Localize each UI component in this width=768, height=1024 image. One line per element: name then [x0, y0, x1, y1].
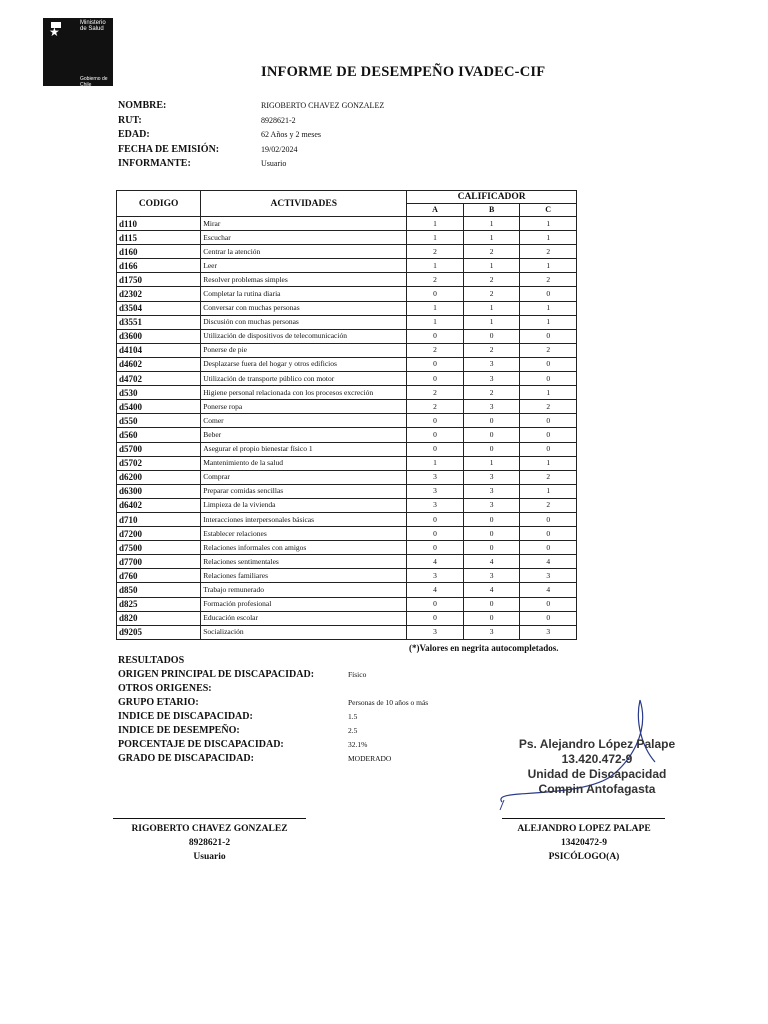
row-c: 1 [520, 315, 577, 329]
ministry-logo [43, 18, 113, 86]
row-a: 1 [407, 231, 464, 245]
activity-header: ACTIVIDADES [201, 191, 407, 217]
row-code: d166 [117, 259, 201, 273]
user-signature-line [113, 818, 306, 819]
row-b: 3 [463, 498, 520, 512]
row-b: 0 [463, 414, 520, 428]
table-row [117, 287, 577, 301]
row-code: d2302 [117, 287, 201, 301]
row-c: 0 [520, 372, 577, 386]
disability-grade-label: GRADO DE DISCAPACIDAD: [118, 753, 254, 764]
row-code: d760 [117, 569, 201, 583]
row-c: 0 [520, 512, 577, 526]
row-activity: Socialización [201, 625, 407, 639]
row-c: 3 [520, 569, 577, 583]
row-a: 0 [407, 428, 464, 442]
stamp-unit: Unidad de Discapacidad [527, 767, 667, 781]
row-activity: Mantenimiento de la salud [201, 456, 407, 470]
table-row [117, 569, 577, 583]
row-activity: Limpieza de la vivienda [201, 498, 407, 512]
row-c: 2 [520, 498, 577, 512]
row-code: d110 [117, 217, 201, 231]
row-c: 0 [520, 414, 577, 428]
row-b: 2 [463, 273, 520, 287]
row-code: d850 [117, 583, 201, 597]
row-a: 0 [407, 442, 464, 456]
row-c: 1 [520, 217, 577, 231]
row-code: d7700 [117, 555, 201, 569]
row-a: 2 [407, 273, 464, 287]
row-c: 0 [520, 329, 577, 343]
results-section [118, 655, 478, 767]
row-a: 0 [407, 597, 464, 611]
row-a: 0 [407, 357, 464, 371]
row-a: 0 [407, 611, 464, 625]
row-b: 2 [463, 245, 520, 259]
row-a: 0 [407, 512, 464, 526]
row-activity: Preparar comidas sencillas [201, 484, 407, 498]
row-code: d3600 [117, 329, 201, 343]
psychologist-rut: 13420472-9 [561, 838, 607, 848]
table-row [117, 245, 577, 259]
table-row [117, 625, 577, 639]
psychologist-signature-line [502, 818, 665, 819]
row-b: 0 [463, 527, 520, 541]
row-b: 0 [463, 512, 520, 526]
row-b: 2 [463, 287, 520, 301]
age-value: 62 Años y 2 meses [261, 130, 321, 139]
row-b: 4 [463, 583, 520, 597]
row-a: 0 [407, 372, 464, 386]
row-code: d115 [117, 231, 201, 245]
table-row [117, 329, 577, 343]
row-code: d7200 [117, 527, 201, 541]
rater-header: CALIFICADOR [407, 191, 577, 204]
row-a: 2 [407, 400, 464, 414]
row-a: 1 [407, 315, 464, 329]
row-activity: Conversar con muchas personas [201, 301, 407, 315]
row-c: 2 [520, 470, 577, 484]
row-activity: Utilización de dispositivos de telecomunicación [201, 329, 407, 343]
row-c: 0 [520, 287, 577, 301]
row-c: 0 [520, 597, 577, 611]
table-row [117, 442, 577, 456]
row-b: 4 [463, 555, 520, 569]
row-c: 0 [520, 428, 577, 442]
table-row [117, 259, 577, 273]
row-b: 1 [463, 217, 520, 231]
name-value: RIGOBERTO CHAVEZ GONZALEZ [261, 101, 385, 110]
results-heading: RESULTADOS [118, 655, 185, 666]
row-a: 0 [407, 541, 464, 555]
row-activity: Higiene personal relacionada con los procesos excreción [201, 386, 407, 400]
row-activity: Asegurar el propio bienestar físico 1 [201, 442, 407, 456]
row-b: 3 [463, 470, 520, 484]
row-code: d3551 [117, 315, 201, 329]
disability-index-label: INDICE DE DISCAPACIDAD: [118, 711, 253, 722]
row-activity: Leer [201, 259, 407, 273]
row-activity: Ponerse de pie [201, 343, 407, 357]
row-a: 0 [407, 414, 464, 428]
row-code: d530 [117, 386, 201, 400]
row-activity: Beber [201, 428, 407, 442]
row-c: 4 [520, 583, 577, 597]
row-c: 0 [520, 541, 577, 555]
row-b: 1 [463, 315, 520, 329]
row-code: d5400 [117, 400, 201, 414]
row-b: 3 [463, 484, 520, 498]
row-code: d6200 [117, 470, 201, 484]
row-a: 3 [407, 625, 464, 639]
logo-government-text: Gobierno de Chile [80, 76, 108, 88]
row-c: 1 [520, 259, 577, 273]
row-activity: Escuchar [201, 231, 407, 245]
row-code: d710 [117, 512, 201, 526]
code-header: CODIGO [117, 191, 201, 217]
user-signature-block [113, 822, 306, 864]
row-b: 1 [463, 456, 520, 470]
row-b: 1 [463, 259, 520, 273]
row-activity: Completar la rutina diaria [201, 287, 407, 301]
row-code: d9205 [117, 625, 201, 639]
row-a: 4 [407, 583, 464, 597]
age-label: EDAD: [118, 129, 150, 140]
table-row [117, 386, 577, 400]
user-name: RIGOBERTO CHAVEZ GONZALEZ [131, 824, 288, 834]
activities-table [116, 190, 577, 640]
origin-label: ORIGEN PRINCIPAL DE DISCAPACIDAD: [118, 669, 315, 680]
row-b: 0 [463, 329, 520, 343]
table-row [117, 498, 577, 512]
row-code: d560 [117, 428, 201, 442]
row-a: 1 [407, 456, 464, 470]
row-code: d820 [117, 611, 201, 625]
row-c: 2 [520, 400, 577, 414]
disability-index-value: 1.5 [348, 712, 358, 721]
logo-ministry-text: Ministerio de Salud [80, 20, 106, 32]
informant-label: INFORMANTE: [118, 158, 191, 169]
row-c: 0 [520, 611, 577, 625]
row-a: 3 [407, 569, 464, 583]
row-code: d5700 [117, 442, 201, 456]
table-row [117, 611, 577, 625]
row-b: 3 [463, 357, 520, 371]
performance-index-label: INDICE DE DESEMPEÑO: [118, 725, 240, 736]
row-b: 3 [463, 400, 520, 414]
row-code: d825 [117, 597, 201, 611]
psychologist-name: ALEJANDRO LOPEZ PALAPE [517, 824, 651, 834]
issue-date-value: 19/02/2024 [261, 144, 298, 154]
row-a: 2 [407, 245, 464, 259]
row-c: 0 [520, 442, 577, 456]
issue-date-label: FECHA DE EMISIÓN: [118, 143, 220, 155]
psychologist-stamp [497, 737, 697, 797]
row-c: 0 [520, 527, 577, 541]
other-origins-label: OTROS ORIGENES: [118, 683, 212, 694]
disability-percentage-label: PORCENTAJE DE DISCAPACIDAD: [118, 739, 284, 750]
age-group-value: Personas de 10 años o más [348, 698, 429, 707]
row-c: 1 [520, 386, 577, 400]
row-b: 1 [463, 231, 520, 245]
row-b: 0 [463, 442, 520, 456]
row-a: 3 [407, 498, 464, 512]
table-row [117, 217, 577, 231]
row-code: d3504 [117, 301, 201, 315]
row-code: d160 [117, 245, 201, 259]
row-activity: Relaciones familiares [201, 569, 407, 583]
row-a: 0 [407, 287, 464, 301]
table-row [117, 231, 577, 245]
row-b: 0 [463, 611, 520, 625]
row-activity: Interacciones interpersonales básicas [201, 512, 407, 526]
row-c: 2 [520, 273, 577, 287]
row-b: 2 [463, 343, 520, 357]
user-rut: 8928621-2 [188, 838, 231, 848]
table-row [117, 372, 577, 386]
rut-label: RUT: [118, 114, 142, 126]
rut-value: 8928621-2 [261, 115, 296, 125]
row-activity: Establecer relaciones [201, 527, 407, 541]
table-row [117, 541, 577, 555]
table-row [117, 428, 577, 442]
psychologist-role: PSICÓLOGO(A) [548, 852, 620, 862]
row-code: d550 [117, 414, 201, 428]
column-b-header: B [463, 204, 520, 217]
row-c: 1 [520, 484, 577, 498]
row-activity: Trabajo remunerado [201, 583, 407, 597]
table-row [117, 273, 577, 287]
row-b: 3 [463, 625, 520, 639]
table-row [117, 527, 577, 541]
row-b: 3 [463, 372, 520, 386]
table-row [117, 301, 577, 315]
row-a: 1 [407, 301, 464, 315]
row-activity: Resolver problemas simples [201, 273, 407, 287]
row-a: 2 [407, 386, 464, 400]
row-b: 2 [463, 386, 520, 400]
row-c: 0 [520, 357, 577, 371]
table-row [117, 512, 577, 526]
informant-value: Usuario [261, 159, 287, 168]
row-a: 1 [407, 259, 464, 273]
row-a: 4 [407, 555, 464, 569]
performance-index-value: 2.5 [348, 726, 358, 735]
row-activity: Relaciones sentimentales [201, 555, 407, 569]
table-row [117, 456, 577, 470]
table-row [117, 400, 577, 414]
stamp-name: Ps. Alejandro López Palape [518, 737, 676, 751]
psychologist-signature-block [495, 822, 673, 864]
stamp-office: Compin Antofagasta [538, 782, 656, 796]
row-c: 4 [520, 555, 577, 569]
row-c: 2 [520, 245, 577, 259]
table-row [117, 357, 577, 371]
table-row [117, 597, 577, 611]
row-code: d1750 [117, 273, 201, 287]
row-activity: Comprar [201, 470, 407, 484]
row-c: 1 [520, 456, 577, 470]
row-activity: Educación escolar [201, 611, 407, 625]
row-b: 1 [463, 301, 520, 315]
stamp-rut: 13.420.472-9 [561, 752, 633, 766]
user-role: Usuario [193, 852, 226, 862]
row-c: 2 [520, 343, 577, 357]
autocomplete-note: (*)Valores en negrita autocompletados. [409, 643, 559, 653]
row-b: 0 [463, 597, 520, 611]
name-label: NOMBRE: [118, 100, 167, 111]
row-code: d6300 [117, 484, 201, 498]
table-row [117, 470, 577, 484]
age-group-label: GRUPO ETARIO: [118, 697, 199, 708]
row-a: 2 [407, 343, 464, 357]
row-activity: Utilización de transporte público con motor [201, 372, 407, 386]
table-row [117, 315, 577, 329]
row-code: d5702 [117, 456, 201, 470]
row-activity: Centrar la atención [201, 245, 407, 259]
row-a: 0 [407, 329, 464, 343]
row-activity: Discusión con muchas personas [201, 315, 407, 329]
row-c: 1 [520, 231, 577, 245]
row-activity: Relaciones informales con amigos [201, 541, 407, 555]
row-code: d7500 [117, 541, 201, 555]
table-row [117, 343, 577, 357]
row-activity: Mirar [201, 217, 407, 231]
row-code: d4104 [117, 343, 201, 357]
page-title: INFORME DE DESEMPEÑO IVADEC-CIF [261, 64, 546, 80]
row-code: d6402 [117, 498, 201, 512]
row-b: 0 [463, 541, 520, 555]
origin-value: Físico [348, 670, 367, 679]
table-row [117, 414, 577, 428]
table-row [117, 484, 577, 498]
column-a-header: A [407, 204, 464, 217]
row-a: 3 [407, 470, 464, 484]
row-a: 1 [407, 217, 464, 231]
row-activity: Comer [201, 414, 407, 428]
row-c: 1 [520, 301, 577, 315]
table-row [117, 555, 577, 569]
row-code: d4702 [117, 372, 201, 386]
row-code: d4602 [117, 357, 201, 371]
disability-grade-value: MODERADO [348, 754, 392, 763]
row-b: 3 [463, 569, 520, 583]
row-b: 0 [463, 428, 520, 442]
column-c-header: C [520, 204, 577, 217]
star-icon: ★ [49, 25, 60, 39]
row-a: 3 [407, 484, 464, 498]
disability-percentage-value: 32.1% [348, 740, 368, 749]
row-activity: Desplazarse fuera del hogar y otros edificios [201, 357, 407, 371]
table-row [117, 583, 577, 597]
row-a: 0 [407, 527, 464, 541]
row-activity: Formación profesional [201, 597, 407, 611]
patient-info [118, 100, 418, 173]
row-activity: Ponerse ropa [201, 400, 407, 414]
row-c: 3 [520, 625, 577, 639]
